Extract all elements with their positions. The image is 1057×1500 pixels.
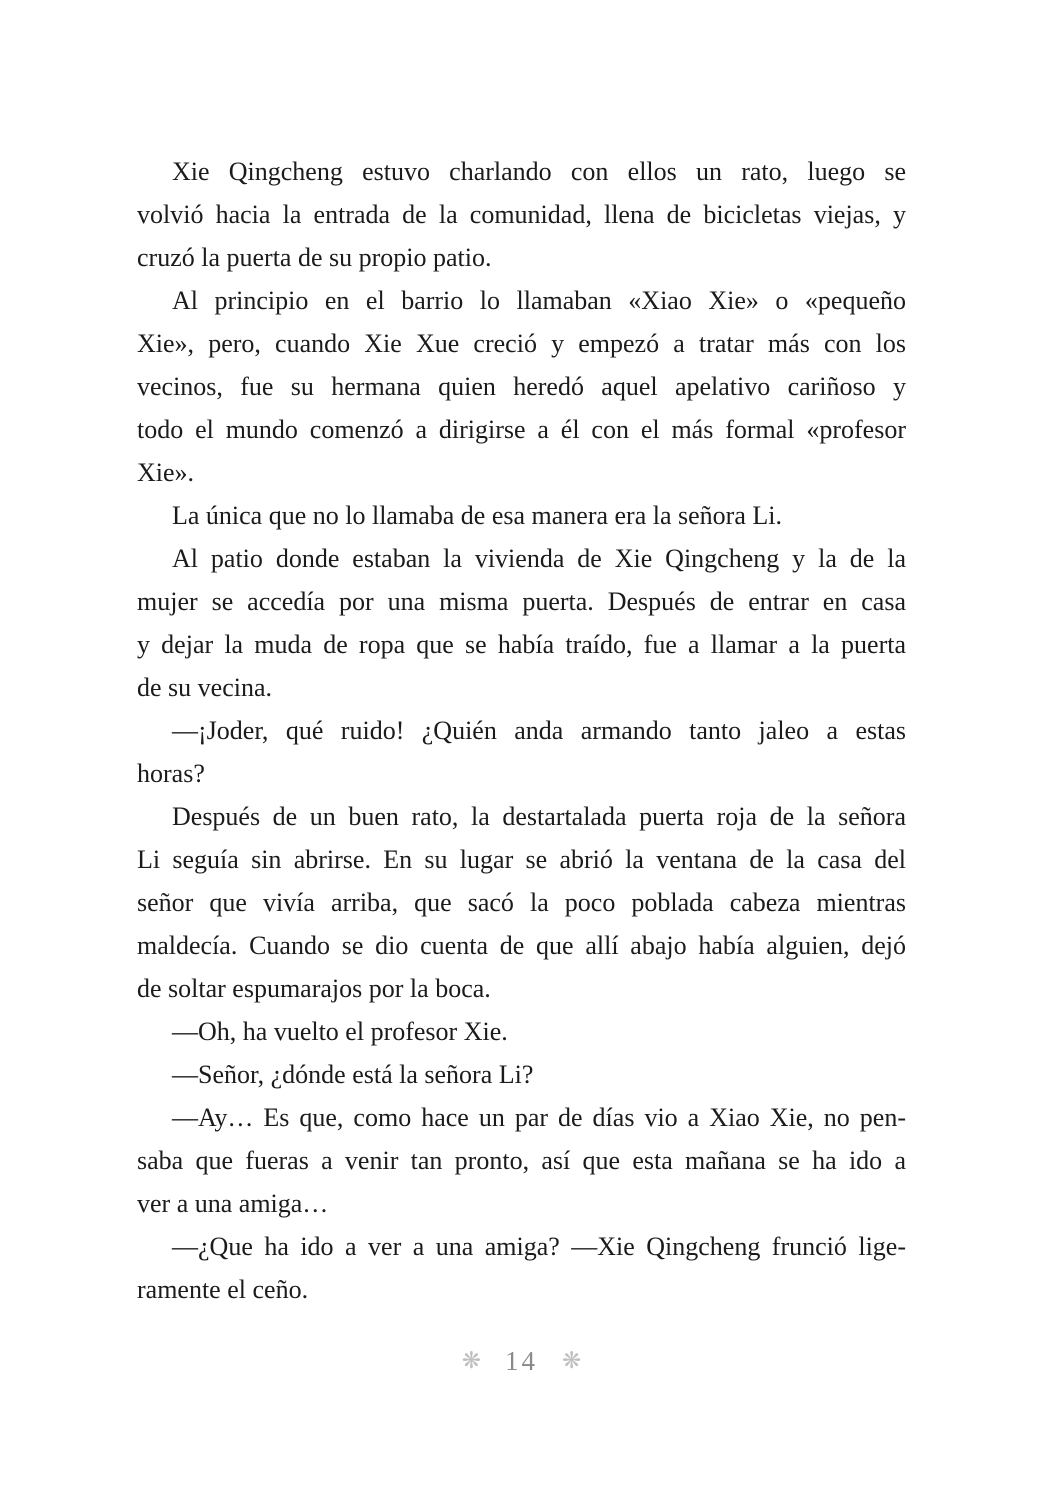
text-line: Después de un buen rato, la destartalada puerta roja de la señora xyxy=(172,802,906,831)
text-line: Al patio donde estaban la vivienda de Xie Qingcheng y la de la xyxy=(172,544,906,573)
text-line: señor que vivía arriba, que sacó la poco poblada cabeza mientras xyxy=(137,888,906,917)
text-line: La única que no lo llamaba de esa manera era la señora Li. xyxy=(172,501,782,530)
text-line: horas? xyxy=(137,759,205,788)
text-line: de su vecina. xyxy=(137,673,273,702)
text-line: —Ay… Es que, como hace un par de días vio a Xiao Xie, no pen- xyxy=(172,1103,906,1132)
text-line: y dejar la muda de ropa que se había traído, fue a llamar a la puerta xyxy=(137,630,906,659)
text-line: todo el mundo comenzó a dirigirse a él con el más formal «profesor xyxy=(137,415,906,444)
paragraph xyxy=(137,1096,906,1225)
text-line: volvió hacia la entrada de la comunidad, llena de bicicletas viejas, y xyxy=(137,200,906,229)
text-line: Al principio en el barrio lo llamaban «Xiao Xie» o «pequeño xyxy=(172,286,906,315)
text-line: Xie», pero, cuando Xie Xue creció y empezó a tratar más con los xyxy=(137,329,906,358)
page-number: 14 xyxy=(505,1345,538,1376)
text-line: ramente el ceño. xyxy=(137,1275,309,1304)
page-text xyxy=(137,150,906,1311)
paragraph xyxy=(137,537,906,709)
paragraph xyxy=(137,494,906,537)
paragraph xyxy=(137,1010,906,1053)
text-line: —Oh, ha vuelto el profesor Xie. xyxy=(172,1017,508,1046)
page-footer xyxy=(137,1338,906,1384)
text-line: vecinos, fue su hermana quien heredó aquel apelativo cariñoso y xyxy=(137,372,906,401)
text-line: saba que fueras a venir tan pronto, así que esta mañana se ha ido a xyxy=(137,1146,906,1175)
text-line: de soltar espumarajos por la boca. xyxy=(137,974,491,1003)
text-line: mujer se accedía por una misma puerta. Después de entrar en casa xyxy=(137,587,906,616)
text-line: ver a una amiga… xyxy=(137,1189,329,1218)
paragraph xyxy=(137,1225,906,1311)
text-line: Xie». xyxy=(137,458,195,487)
paragraph xyxy=(137,279,906,494)
text-line: maldecía. Cuando se dio cuenta de que allí abajo había alguien, dejó xyxy=(137,931,906,960)
florette-icon: ❋ xyxy=(461,1347,481,1374)
text-line: —¡Joder, qué ruido! ¿Quién anda armando tanto jaleo a estas xyxy=(172,716,906,745)
florette-icon: ❋ xyxy=(562,1347,582,1374)
text-line: Li seguía sin abrirse. En su lugar se abrió la ventana de la casa del xyxy=(137,845,906,874)
text-line: —Señor, ¿dónde está la señora Li? xyxy=(172,1060,534,1089)
paragraph xyxy=(137,709,906,795)
paragraph xyxy=(137,150,906,279)
paragraph xyxy=(137,795,906,1010)
paragraph xyxy=(137,1053,906,1096)
text-line: —¿Que ha ido a ver a una amiga? —Xie Qingcheng frunció lige- xyxy=(172,1232,906,1261)
text-line: cruzó la puerta de su propio patio. xyxy=(137,243,492,272)
text-line: Xie Qingcheng estuvo charlando con ellos un rato, luego se xyxy=(172,157,906,186)
